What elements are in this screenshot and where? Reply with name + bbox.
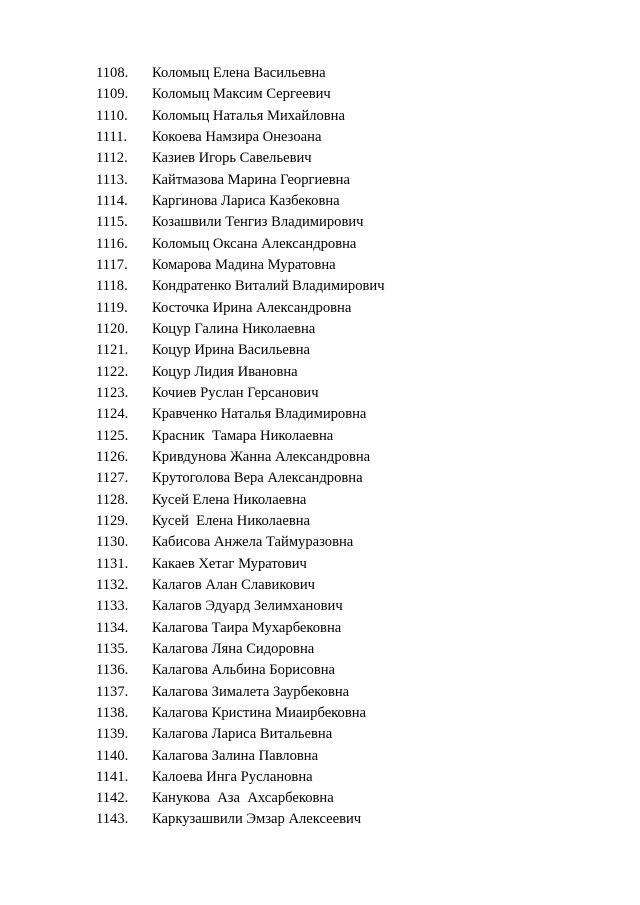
entry-number: 1126. <box>96 448 129 465</box>
numbered-name-list <box>96 63 616 831</box>
entry-number: 1132. <box>96 576 129 593</box>
list-item <box>96 106 616 127</box>
entry-name: Калагов Алан Славикович <box>152 576 316 593</box>
entry-name: Каркузашвили Эмзар Алексеевич <box>152 811 362 828</box>
entry-number: 1109. <box>96 86 129 103</box>
entry-name: Калагова Кристина Миаирбековна <box>152 704 366 721</box>
list-item <box>96 639 616 660</box>
list-item <box>96 255 616 276</box>
entry-name: Каргинова Лариса Казбековна <box>152 192 340 209</box>
entry-number: 1112. <box>96 150 128 167</box>
entry-name: Коломыц Елена Васильевна <box>152 65 326 81</box>
entry-name: Косточка Ирина Александровна <box>152 299 352 316</box>
list-item <box>96 575 616 596</box>
entry-name: Коцур Галина Николаевна <box>152 320 316 337</box>
entry-number: 1133. <box>96 598 129 615</box>
entry-number: 1117. <box>96 256 128 273</box>
list-item <box>96 319 616 340</box>
entry-name: Красник Тамара Николаевна <box>152 427 334 444</box>
list-item <box>96 660 616 681</box>
list-item <box>96 404 616 425</box>
entry-number: 1130. <box>96 534 129 551</box>
entry-number: 1138. <box>96 704 129 721</box>
list-item <box>96 84 616 105</box>
list-item <box>96 127 616 148</box>
entry-number: 1136. <box>96 662 129 679</box>
list-item <box>96 596 616 617</box>
entry-number: 1108. <box>96 65 129 81</box>
entry-name: Калагов Эдуард Зелимханович <box>152 598 343 615</box>
entry-name: Коломыц Максим Сергеевич <box>152 86 331 103</box>
entry-number: 1141. <box>96 768 129 785</box>
list-item <box>96 148 616 169</box>
list-item <box>96 490 616 511</box>
entry-name: Какаев Хетаг Муратович <box>152 555 307 572</box>
list-item <box>96 340 616 361</box>
entry-name: Кокоева Намзира Онезоана <box>152 128 322 145</box>
entry-number: 1120. <box>96 320 129 337</box>
entry-number: 1122. <box>96 363 129 380</box>
entry-name: Калагова Альбина Борисовна <box>152 662 336 679</box>
entry-number: 1110. <box>96 107 128 124</box>
entry-number: 1139. <box>96 726 129 743</box>
entry-number: 1125. <box>96 427 129 444</box>
entry-name: Калагова Таира Мухарбековна <box>152 619 342 636</box>
list-item <box>96 746 616 767</box>
entry-name: Канукова Аза Ахсарбековна <box>152 790 334 807</box>
entry-name: Кусей Елена Николаевна <box>152 512 311 529</box>
entry-number: 1118. <box>96 278 128 295</box>
entry-name: Калагова Зималета Заурбековна <box>152 683 350 700</box>
entry-number: 1113. <box>96 171 128 188</box>
list-item <box>96 362 616 383</box>
entry-name: Коцур Ирина Васильевна <box>152 342 311 359</box>
entry-number: 1135. <box>96 640 129 657</box>
entry-name: Коломыц Оксана Александровна <box>152 235 357 252</box>
list-item <box>96 468 616 489</box>
entry-name: Комарова Мадина Муратовна <box>152 256 336 273</box>
list-item <box>96 426 616 447</box>
entry-number: 1137. <box>96 683 129 700</box>
entry-name: Коломыц Наталья Михайловна <box>152 107 345 124</box>
entry-name: Крутоголова Вера Александровна <box>152 470 363 487</box>
entry-number: 1115. <box>96 214 128 231</box>
list-item <box>96 703 616 724</box>
entry-number: 1140. <box>96 747 129 764</box>
entry-name: Кондратенко Виталий Владимирович <box>152 278 385 295</box>
list-item <box>96 170 616 191</box>
entry-name: Кривдунова Жанна Александровна <box>152 448 371 465</box>
list-item <box>96 212 616 233</box>
entry-number: 1128. <box>96 491 129 508</box>
entry-name: Казиев Игорь Савельевич <box>152 150 312 167</box>
list-item <box>96 447 616 468</box>
list-item <box>96 63 616 84</box>
entry-number: 1127. <box>96 470 129 487</box>
list-item <box>96 511 616 532</box>
list-item <box>96 298 616 319</box>
entry-number: 1129. <box>96 512 129 529</box>
list-item <box>96 767 616 788</box>
list-item <box>96 682 616 703</box>
list-item <box>96 532 616 553</box>
entry-name: Кочиев Руслан Герсанович <box>152 384 319 401</box>
list-item <box>96 554 616 575</box>
entry-number: 1116. <box>96 235 128 252</box>
entry-number: 1119. <box>96 299 128 316</box>
entry-name: Кайтмазова Марина Георгиевна <box>152 171 350 188</box>
entry-name: Козашвили Тенгиз Владимирович <box>152 214 364 231</box>
entry-name: Кусей Елена Николаевна <box>152 491 307 508</box>
list-item <box>96 191 616 212</box>
entry-name: Калоева Инга Руслановна <box>152 768 313 785</box>
entry-number: 1142. <box>96 790 129 807</box>
entry-name: Калагова Лариса Витальевна <box>152 726 333 743</box>
entry-number: 1114. <box>96 192 128 209</box>
entry-name: Калагова Залина Павловна <box>152 747 319 764</box>
entry-number: 1134. <box>96 619 129 636</box>
list-item <box>96 618 616 639</box>
list-item <box>96 276 616 297</box>
entry-name: Кабисова Анжела Таймуразовна <box>152 534 354 551</box>
entry-number: 1111. <box>96 128 128 145</box>
entry-number: 1121. <box>96 342 129 359</box>
list-item <box>96 788 616 809</box>
list-item <box>96 383 616 404</box>
list-item <box>96 809 616 830</box>
list-item <box>96 234 616 255</box>
entry-number: 1131. <box>96 555 129 572</box>
entry-name: Коцур Лидия Ивановна <box>152 363 298 380</box>
entry-number: 1123. <box>96 384 129 401</box>
entry-number: 1143. <box>96 811 129 828</box>
list-item <box>96 724 616 745</box>
entry-number: 1124. <box>96 406 129 423</box>
entry-name: Калагова Ляна Сидоровна <box>152 640 315 657</box>
entry-name: Кравченко Наталья Владимировна <box>152 406 367 423</box>
